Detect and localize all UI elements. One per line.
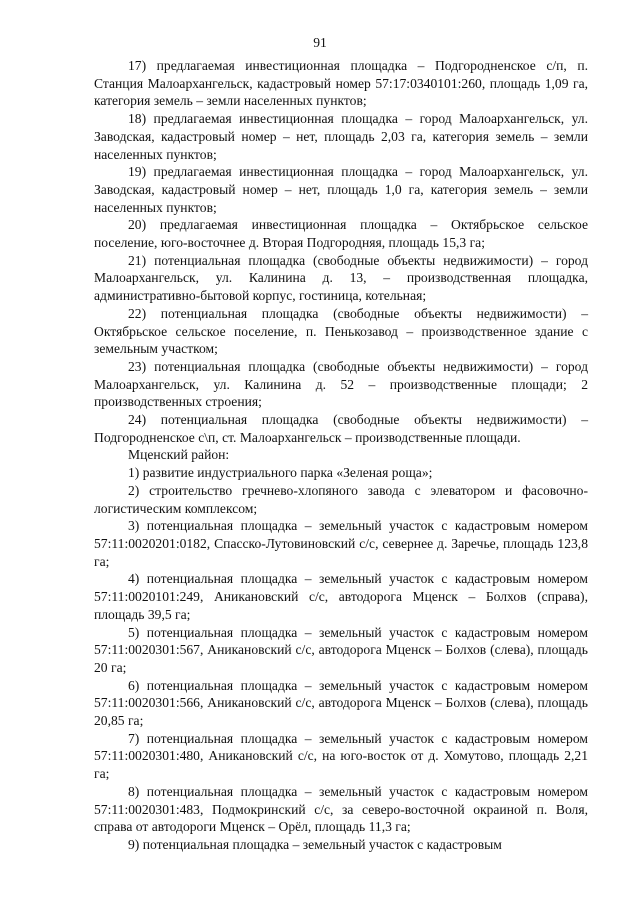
list-item-23: 23) потенциальная площадка (свободные объекты недвижимости) – город Малоархангельск, ул. Калинина д. 52 – производственные площади; 2 производственных строения;	[94, 358, 588, 410]
list-item-3: 3) потенциальная площадка – земельный участок с кадастровым номером 57:11:0020201:0182, Спасско-Лутовиновский с/с, севернее д. Заречье, площадь 123,8 га;	[94, 518, 588, 569]
list-item-22: 22) потенциальная площадка (свободные объекты недвижимости) – Октябрьское сельское поселение, п. Пенькозавод – производственное здание с земельным участком;	[94, 305, 588, 357]
document-body	[94, 57, 588, 854]
list-item-7: 7) потенциальная площадка – земельный участок с кадастровым номером 57:11:0020301:480, Аникановский с/с, на юго-восток от д. Хомутово, площадь 2,21 га;	[94, 730, 588, 782]
list-item-9: 9) потенциальная площадка – земельный участок с кадастровым	[128, 836, 502, 852]
list-item-5: 5) потенциальная площадка – земельный участок с кадастровым номером 57:11:0020301:567, Аникановский с/с, автодорога Мценск – Болхов (слева), площадь 20 га;	[94, 624, 588, 675]
page-number: 91	[313, 35, 327, 50]
list-item-21: 21) потенциальная площадка (свободные объекты недвижимости) – город Малоархангельск, ул. Калинина д. 13, – производственная площадка, административно-бытовой корпус, гостиница, котельная;	[94, 252, 588, 304]
list-item-1: 1) развитие индустриального парка «Зеленая роща»;	[128, 465, 433, 481]
list-item-17: 17) предлагаемая инвестиционная площадка – Подгородненское с/п, п. Станция Малоархангельск, кадастровый номер 57:17:0340101:260, площадь 1,09 га, категория земель – земли населенных пунктов;	[94, 58, 588, 109]
section-heading-mtsensk: Мценский район:	[128, 447, 230, 463]
list-item-8: 8) потенциальная площадка – земельный участок с кадастровым номером 57:11:0020301:483, Подмокринский с/с, за северо-восточной окраиной п. Воля, справа от автодороги Мценск – Орёл, площадь 11,3 га;	[94, 783, 588, 835]
list-item-24: 24) потенциальная площадка (свободные объекты недвижимости) – Подгородненское с\п, ст. Малоархангельск – производственные площади.	[94, 412, 588, 445]
list-item-4: 4) потенциальная площадка – земельный участок с кадастровым номером 57:11:0020101:249, Аникановский с/с, автодорога Мценск – Болхов (справа), площадь 39,5 га;	[94, 571, 588, 622]
list-item-6: 6) потенциальная площадка – земельный участок с кадастровым номером 57:11:0020301:566, Аникановский с/с, автодорога Мценск – Болхов (слева), площадь 20,85 га;	[94, 677, 588, 729]
list-item-2: 2) строительство гречнево-хлопяного завода с элеватором и фасовочно-логистическим комплексом;	[94, 482, 588, 516]
list-item-19: 19) предлагаемая инвестиционная площадка – город Малоархангельск, ул. Заводская, кадастровый номер – нет, площадь 1,0 га, категория земель – земли населенных пунктов;	[94, 164, 588, 215]
list-item-20: 20) предлагаемая инвестиционная площадка – Октябрьское сельское поселение, юго-восточнее д. Вторая Подгородняя, площадь 15,3 га;	[94, 217, 588, 251]
list-item-18: 18) предлагаемая инвестиционная площадка – город Малоархангельск, ул. Заводская, кадастровый номер – нет, площадь 2,03 га, категория земель – земли населенных пунктов;	[94, 111, 588, 162]
